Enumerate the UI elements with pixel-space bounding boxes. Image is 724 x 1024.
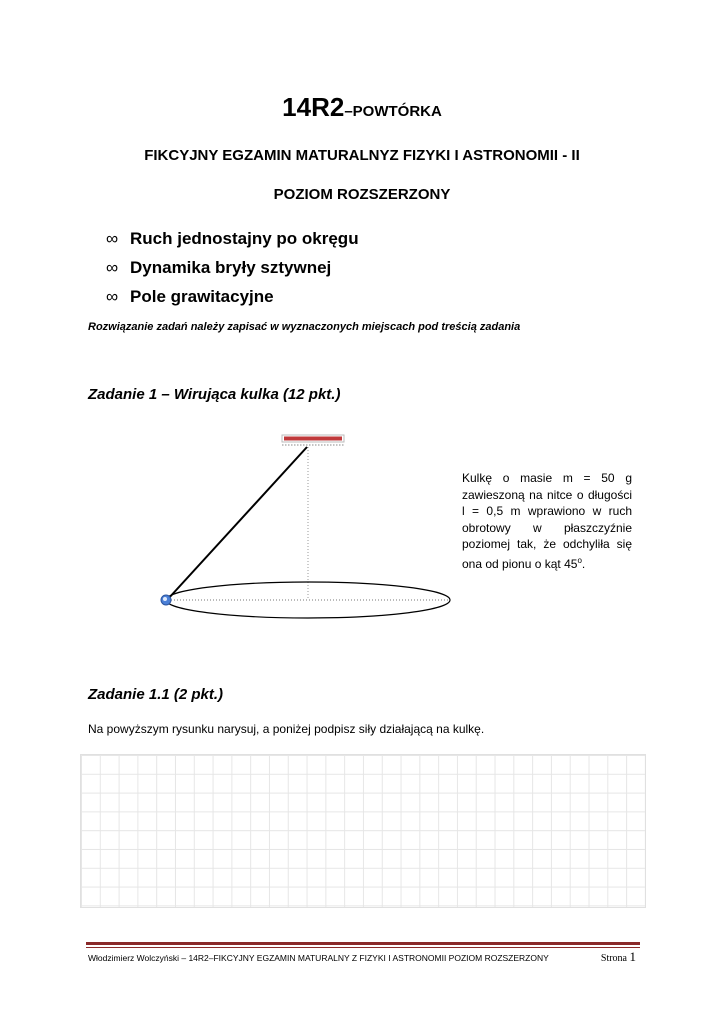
document-level: POZIOM ROZSZERZONY [273, 186, 451, 203]
infinity-bullet-icon: ∞ [106, 257, 119, 277]
conical-pendulum-figure [150, 425, 460, 620]
document-subtitle: FIKCYJNY EGZAMIN MATURALNYZ FIZYKI I ASTRONOMII - II [144, 147, 580, 164]
topic-label: Pole grawitacyjne [130, 286, 274, 306]
answer-grid[interactable] [80, 754, 646, 908]
footer-rule-thick [86, 942, 640, 945]
topic-label: Ruch jednostajny po okręgu [130, 228, 359, 248]
page-number-value: 1 [629, 949, 636, 964]
string-line [168, 447, 307, 599]
degree-symbol: o [577, 555, 582, 565]
infinity-bullet-icon: ∞ [106, 228, 119, 248]
topic-label: Dynamika bryły sztywnej [130, 257, 332, 277]
topics-list [106, 224, 359, 311]
document-title [0, 92, 724, 123]
page-number [601, 949, 636, 965]
task-1-1-title: Zadanie 1.1 (2 pkt.) [88, 686, 224, 703]
task-1-description-end: . [581, 556, 586, 571]
topic-item [106, 253, 359, 282]
support-bar-fill [284, 437, 342, 441]
task-1-title: Zadanie 1 – Wirująca kulka (12 pkt.) [88, 386, 341, 403]
document-code-suffix: –POWTÓRKA [344, 103, 442, 120]
footer-text: Włodzimierz Wolczyński – 14R2–FIKCYJNY EGZAMIN MATURALNY Z FIZYKI I ASTRONOMII POZIOM ROZSZERZONY [88, 953, 549, 963]
topic-item [106, 282, 359, 311]
task-1-1-instruction: Na powyższym rysunku narysuj, a poniżej podpisz siły działającą na kulkę. [88, 722, 485, 736]
footer-rule-thin [86, 947, 640, 948]
task-1-description [462, 470, 632, 572]
instruction-text: Rozwiązanie zadań należy zapisać w wyznaczonych miejscach pod treścią zadania [88, 321, 521, 333]
ball-highlight [163, 597, 167, 601]
topic-item [106, 224, 359, 253]
page-label: Strona [600, 953, 627, 964]
infinity-bullet-icon: ∞ [106, 286, 119, 306]
task-1-description-text: Kulkę o masie m = 50 g zawieszoną na nitce o długości l = 0,5 m wprawiono w ruch obrotowy w płaszczyźnie poziomej tak, że odchyliła się ona od pionu o kąt 45 [462, 471, 632, 571]
document-code: 14R2 [282, 92, 345, 122]
